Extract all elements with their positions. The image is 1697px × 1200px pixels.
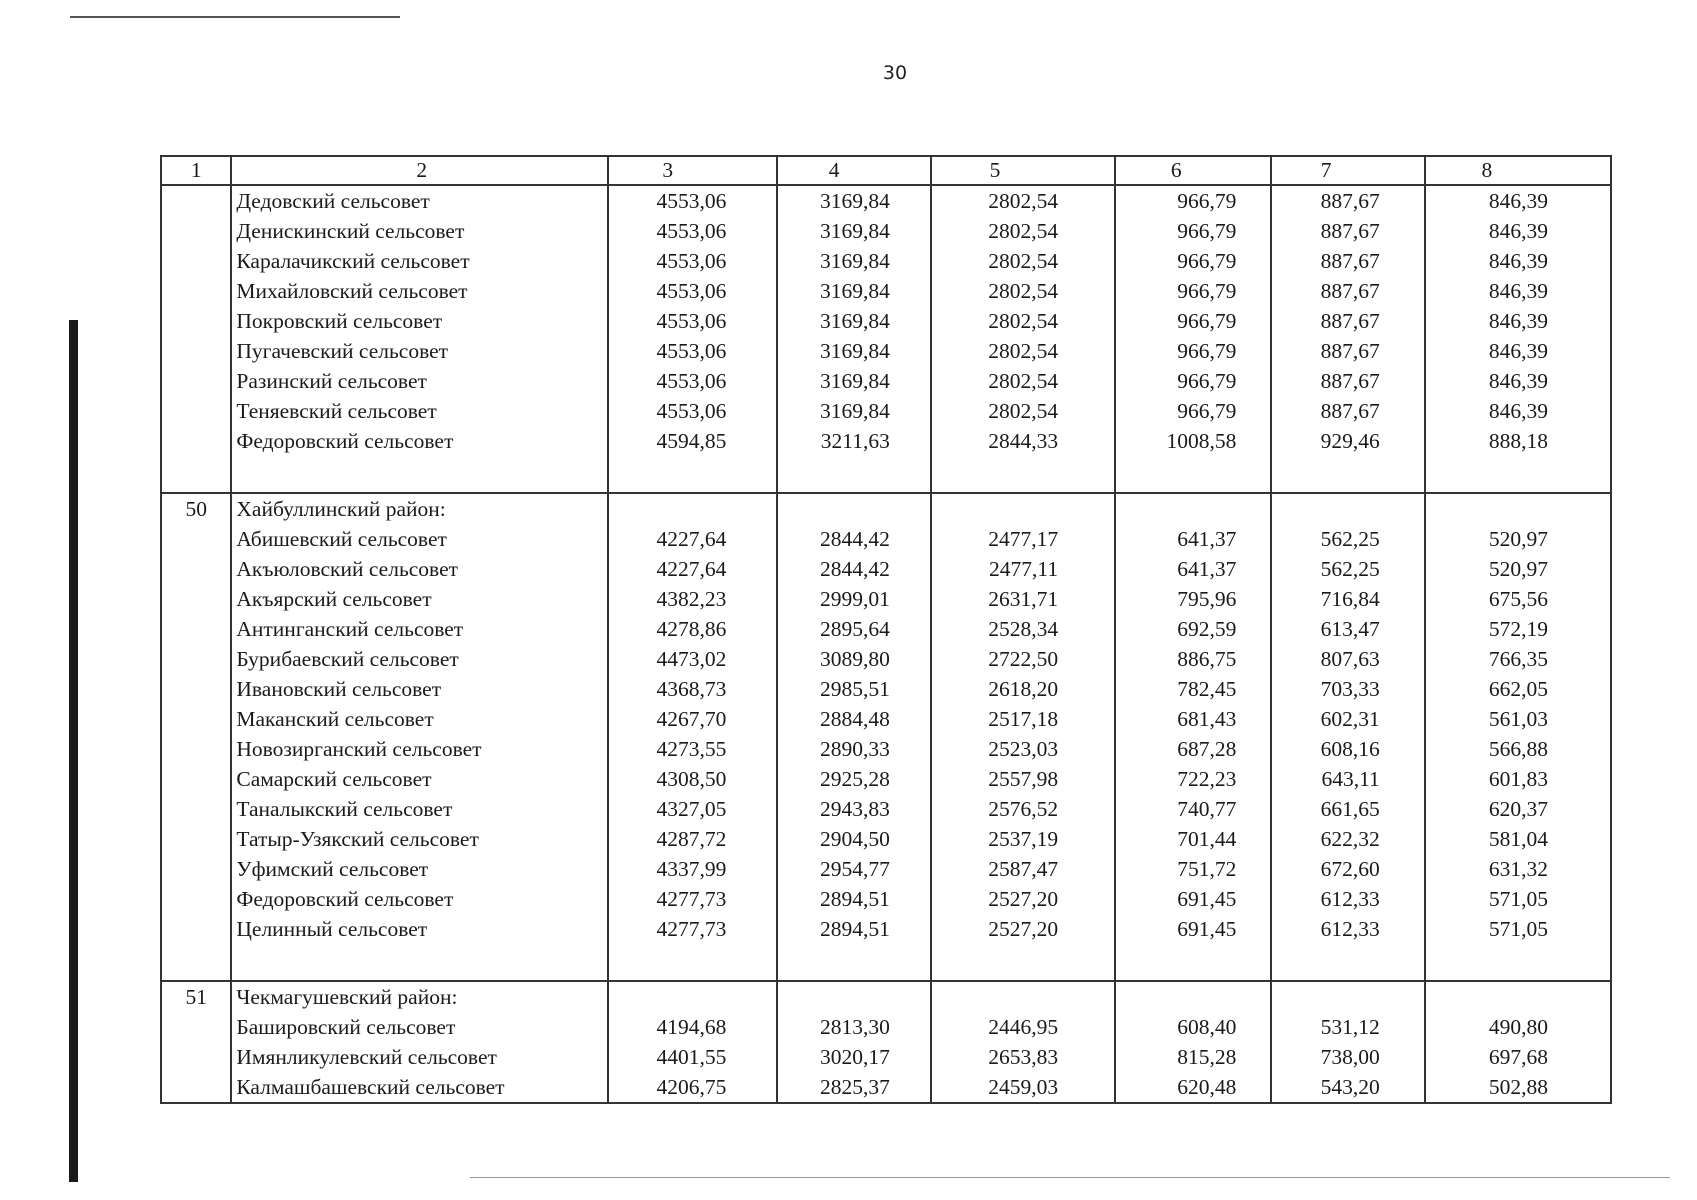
value-col-4: 3089,80 — [777, 644, 930, 674]
table-row — [161, 854, 1611, 884]
value-col-4: 3211,63 — [777, 426, 930, 456]
value-col-4: 3169,84 — [777, 216, 930, 246]
table-row — [161, 185, 1611, 216]
value-col-8: 662,05 — [1425, 674, 1611, 704]
value-col-8: 846,39 — [1425, 336, 1611, 366]
header-col-1: 1 — [161, 156, 231, 185]
value-col-5: 2446,95 — [931, 1012, 1115, 1042]
settlement-name: Денискинский сельсовет — [231, 216, 608, 246]
value-col-7: 612,33 — [1271, 884, 1424, 914]
value-col-5: 2587,47 — [931, 854, 1115, 884]
value-col-8: 846,39 — [1425, 276, 1611, 306]
empty-cell — [777, 981, 930, 1012]
empty-cell — [161, 944, 231, 981]
value-col-6: 740,77 — [1115, 794, 1271, 824]
settlement-name: Башировский сельсовет — [231, 1012, 608, 1042]
settlement-name: Имянликулевский сельсовет — [231, 1042, 608, 1072]
top-rule — [70, 16, 400, 18]
value-col-6: 641,37 — [1115, 524, 1271, 554]
value-col-8: 520,97 — [1425, 524, 1611, 554]
value-col-3: 4287,72 — [608, 824, 777, 854]
value-col-5: 2631,71 — [931, 584, 1115, 614]
value-col-6: 701,44 — [1115, 824, 1271, 854]
value-col-7: 703,33 — [1271, 674, 1424, 704]
settlement-name: Антинганский сельсовет — [231, 614, 608, 644]
row-number-cell — [161, 824, 231, 854]
value-col-5: 2576,52 — [931, 794, 1115, 824]
value-col-6: 687,28 — [1115, 734, 1271, 764]
group-header-row — [161, 981, 1611, 1012]
value-col-5: 2653,83 — [931, 1042, 1115, 1072]
group-title: Чекмагушевский район: — [231, 981, 608, 1012]
empty-cell — [1425, 981, 1611, 1012]
value-col-7: 562,25 — [1271, 554, 1424, 584]
value-col-4: 3169,84 — [777, 396, 930, 426]
value-col-5: 2802,54 — [931, 216, 1115, 246]
header-col-2: 2 — [231, 156, 608, 185]
value-col-5: 2802,54 — [931, 396, 1115, 426]
row-number-cell — [161, 336, 231, 366]
empty-cell — [608, 456, 777, 493]
table-row — [161, 824, 1611, 854]
row-number-cell — [161, 674, 231, 704]
settlement-name: Акъярский сельсовет — [231, 584, 608, 614]
empty-cell — [1425, 493, 1611, 524]
value-col-5: 2527,20 — [931, 914, 1115, 944]
value-col-3: 4594,85 — [608, 426, 777, 456]
value-col-7: 807,63 — [1271, 644, 1424, 674]
value-col-5: 2802,54 — [931, 306, 1115, 336]
scan-edge-bar — [69, 320, 78, 1182]
table-row — [161, 1072, 1611, 1103]
value-col-7: 738,00 — [1271, 1042, 1424, 1072]
empty-cell — [1115, 944, 1271, 981]
value-col-8: 846,39 — [1425, 366, 1611, 396]
value-col-8: 631,32 — [1425, 854, 1611, 884]
value-col-4: 2844,42 — [777, 554, 930, 584]
value-col-6: 620,48 — [1115, 1072, 1271, 1103]
empty-cell — [931, 456, 1115, 493]
value-col-4: 3169,84 — [777, 306, 930, 336]
header-col-4: 4 — [777, 156, 930, 185]
row-number-cell — [161, 246, 231, 276]
value-col-3: 4401,55 — [608, 1042, 777, 1072]
value-col-3: 4553,06 — [608, 396, 777, 426]
value-col-4: 2894,51 — [777, 914, 930, 944]
value-col-3: 4277,73 — [608, 914, 777, 944]
empty-cell — [931, 944, 1115, 981]
value-col-8: 520,97 — [1425, 554, 1611, 584]
row-number-cell — [161, 426, 231, 456]
value-col-3: 4277,73 — [608, 884, 777, 914]
value-col-4: 3169,84 — [777, 185, 930, 216]
value-col-8: 766,35 — [1425, 644, 1611, 674]
value-col-3: 4227,64 — [608, 554, 777, 584]
value-col-8: 675,56 — [1425, 584, 1611, 614]
empty-cell — [1115, 456, 1271, 493]
value-col-8: 697,68 — [1425, 1042, 1611, 1072]
value-col-3: 4553,06 — [608, 185, 777, 216]
value-col-7: 602,31 — [1271, 704, 1424, 734]
value-col-4: 2904,50 — [777, 824, 930, 854]
value-col-4: 2999,01 — [777, 584, 930, 614]
value-col-5: 2477,17 — [931, 524, 1115, 554]
bottom-rule — [470, 1177, 1670, 1178]
value-col-5: 2523,03 — [931, 734, 1115, 764]
value-col-3: 4278,86 — [608, 614, 777, 644]
group-spacer-row — [161, 456, 1611, 493]
value-col-4: 2894,51 — [777, 884, 930, 914]
value-col-6: 966,79 — [1115, 185, 1271, 216]
value-col-7: 672,60 — [1271, 854, 1424, 884]
value-col-4: 2844,42 — [777, 524, 930, 554]
page-number: 30 — [882, 62, 908, 84]
settlement-name: Таналыкский сельсовет — [231, 794, 608, 824]
row-number-cell — [161, 396, 231, 426]
value-col-3: 4368,73 — [608, 674, 777, 704]
settlement-name: Теняевский сельсовет — [231, 396, 608, 426]
value-col-8: 620,37 — [1425, 794, 1611, 824]
value-col-8: 846,39 — [1425, 306, 1611, 336]
value-col-4: 2895,64 — [777, 614, 930, 644]
value-col-3: 4553,06 — [608, 246, 777, 276]
table-row — [161, 734, 1611, 764]
empty-cell — [777, 944, 930, 981]
value-col-8: 846,39 — [1425, 246, 1611, 276]
settlement-name: Федоровский сельсовет — [231, 884, 608, 914]
row-number-cell — [161, 734, 231, 764]
group-header-row — [161, 493, 1611, 524]
value-col-3: 4206,75 — [608, 1072, 777, 1103]
value-col-4: 2813,30 — [777, 1012, 930, 1042]
value-col-7: 887,67 — [1271, 366, 1424, 396]
settlement-name: Калмашбашевский сельсовет — [231, 1072, 608, 1103]
value-col-4: 2954,77 — [777, 854, 930, 884]
value-col-5: 2802,54 — [931, 246, 1115, 276]
table-row — [161, 276, 1611, 306]
settlement-name: Новозирганский сельсовет — [231, 734, 608, 764]
row-number-cell — [161, 764, 231, 794]
value-col-6: 691,45 — [1115, 914, 1271, 944]
settlement-name: Михайловский сельсовет — [231, 276, 608, 306]
value-col-7: 887,67 — [1271, 246, 1424, 276]
value-col-8: 566,88 — [1425, 734, 1611, 764]
table-row — [161, 1012, 1611, 1042]
table-row — [161, 914, 1611, 944]
table-row — [161, 614, 1611, 644]
row-number-cell — [161, 306, 231, 336]
empty-cell — [1271, 456, 1424, 493]
table-row — [161, 426, 1611, 456]
value-col-3: 4337,99 — [608, 854, 777, 884]
value-col-5: 2517,18 — [931, 704, 1115, 734]
value-col-7: 612,33 — [1271, 914, 1424, 944]
table-row — [161, 396, 1611, 426]
value-col-7: 643,11 — [1271, 764, 1424, 794]
value-col-3: 4553,06 — [608, 336, 777, 366]
value-col-7: 543,20 — [1271, 1072, 1424, 1103]
value-col-8: 888,18 — [1425, 426, 1611, 456]
settlement-name: Абишевский сельсовет — [231, 524, 608, 554]
value-col-7: 887,67 — [1271, 276, 1424, 306]
table-row — [161, 554, 1611, 584]
value-col-4: 2884,48 — [777, 704, 930, 734]
value-col-3: 4553,06 — [608, 276, 777, 306]
value-col-3: 4194,68 — [608, 1012, 777, 1042]
row-number-cell — [161, 1042, 231, 1072]
value-col-5: 2802,54 — [931, 276, 1115, 306]
table-row — [161, 674, 1611, 704]
value-col-6: 966,79 — [1115, 366, 1271, 396]
value-col-8: 502,88 — [1425, 1072, 1611, 1103]
header-col-3: 3 — [608, 156, 777, 185]
value-col-6: 966,79 — [1115, 396, 1271, 426]
row-number-cell — [161, 366, 231, 396]
value-col-6: 641,37 — [1115, 554, 1271, 584]
empty-cell — [161, 456, 231, 493]
value-col-6: 966,79 — [1115, 246, 1271, 276]
value-col-8: 561,03 — [1425, 704, 1611, 734]
empty-cell — [1115, 493, 1271, 524]
settlement-name: Разинский сельсовет — [231, 366, 608, 396]
table-body — [161, 156, 1611, 1103]
value-col-7: 613,47 — [1271, 614, 1424, 644]
empty-cell — [777, 493, 930, 524]
value-col-5: 2528,34 — [931, 614, 1115, 644]
value-col-6: 782,45 — [1115, 674, 1271, 704]
value-col-6: 722,23 — [1115, 764, 1271, 794]
value-col-4: 2985,51 — [777, 674, 930, 704]
value-col-3: 4553,06 — [608, 366, 777, 396]
row-number-cell — [161, 1012, 231, 1042]
value-col-7: 608,16 — [1271, 734, 1424, 764]
value-col-3: 4308,50 — [608, 764, 777, 794]
value-col-4: 2825,37 — [777, 1072, 930, 1103]
value-col-6: 1008,58 — [1115, 426, 1271, 456]
header-row — [161, 156, 1611, 185]
value-col-4: 3020,17 — [777, 1042, 930, 1072]
table-row — [161, 644, 1611, 674]
settlement-name: Уфимский сельсовет — [231, 854, 608, 884]
value-col-8: 571,05 — [1425, 884, 1611, 914]
settlement-name: Самарский сельсовет — [231, 764, 608, 794]
value-col-4: 2925,28 — [777, 764, 930, 794]
settlement-name: Покровский сельсовет — [231, 306, 608, 336]
table-row — [161, 884, 1611, 914]
value-col-6: 681,43 — [1115, 704, 1271, 734]
empty-cell — [1271, 981, 1424, 1012]
value-col-8: 490,80 — [1425, 1012, 1611, 1042]
group-spacer-row — [161, 944, 1611, 981]
value-col-3: 4553,06 — [608, 306, 777, 336]
settlement-name: Каралачикский сельсовет — [231, 246, 608, 276]
header-col-7: 7 — [1271, 156, 1424, 185]
value-col-5: 2802,54 — [931, 366, 1115, 396]
table-row — [161, 246, 1611, 276]
empty-cell — [231, 944, 608, 981]
empty-cell — [1115, 981, 1271, 1012]
value-col-5: 2844,33 — [931, 426, 1115, 456]
value-col-5: 2802,54 — [931, 336, 1115, 366]
row-number-cell — [161, 704, 231, 734]
header-col-6: 6 — [1115, 156, 1271, 185]
settlement-name: Акъюловский сельсовет — [231, 554, 608, 584]
table-row — [161, 216, 1611, 246]
row-number-cell — [161, 614, 231, 644]
value-col-8: 601,83 — [1425, 764, 1611, 794]
empty-cell — [1425, 944, 1611, 981]
value-col-6: 966,79 — [1115, 216, 1271, 246]
value-col-5: 2527,20 — [931, 884, 1115, 914]
row-number-cell — [161, 276, 231, 306]
value-col-7: 887,67 — [1271, 336, 1424, 366]
row-number-cell — [161, 914, 231, 944]
table-row — [161, 1042, 1611, 1072]
value-col-6: 815,28 — [1115, 1042, 1271, 1072]
empty-cell — [931, 493, 1115, 524]
empty-cell — [608, 981, 777, 1012]
value-col-7: 562,25 — [1271, 524, 1424, 554]
row-number-cell — [161, 794, 231, 824]
value-col-6: 691,45 — [1115, 884, 1271, 914]
table-row — [161, 366, 1611, 396]
value-col-5: 2618,20 — [931, 674, 1115, 704]
empty-cell — [1271, 944, 1424, 981]
value-col-7: 887,67 — [1271, 396, 1424, 426]
empty-cell — [1425, 456, 1611, 493]
value-col-5: 2459,03 — [931, 1072, 1115, 1103]
row-number-cell — [161, 554, 231, 584]
row-number-cell — [161, 884, 231, 914]
value-col-7: 622,32 — [1271, 824, 1424, 854]
value-col-7: 887,67 — [1271, 185, 1424, 216]
table-row — [161, 794, 1611, 824]
table-row — [161, 764, 1611, 794]
table-row — [161, 336, 1611, 366]
empty-cell — [231, 456, 608, 493]
value-col-3: 4553,06 — [608, 216, 777, 246]
tariff-table — [160, 155, 1612, 1104]
empty-cell — [931, 981, 1115, 1012]
value-col-6: 886,75 — [1115, 644, 1271, 674]
value-col-3: 4473,02 — [608, 644, 777, 674]
empty-cell — [608, 493, 777, 524]
row-number-cell — [161, 524, 231, 554]
row-number-cell — [161, 644, 231, 674]
row-number-cell — [161, 584, 231, 614]
value-col-4: 3169,84 — [777, 336, 930, 366]
value-col-6: 608,40 — [1115, 1012, 1271, 1042]
value-col-3: 4227,64 — [608, 524, 777, 554]
value-col-6: 966,79 — [1115, 336, 1271, 366]
group-number: 51 — [161, 981, 231, 1012]
value-col-7: 716,84 — [1271, 584, 1424, 614]
table-row — [161, 524, 1611, 554]
settlement-name: Татыр-Узякский сельсовет — [231, 824, 608, 854]
table-row — [161, 704, 1611, 734]
value-col-6: 795,96 — [1115, 584, 1271, 614]
value-col-5: 2557,98 — [931, 764, 1115, 794]
value-col-6: 966,79 — [1115, 276, 1271, 306]
value-col-5: 2722,50 — [931, 644, 1115, 674]
value-col-5: 2802,54 — [931, 185, 1115, 216]
value-col-7: 531,12 — [1271, 1012, 1424, 1042]
header-col-8: 8 — [1425, 156, 1611, 185]
value-col-4: 3169,84 — [777, 366, 930, 396]
value-col-6: 751,72 — [1115, 854, 1271, 884]
settlement-name: Ивановский сельсовет — [231, 674, 608, 704]
settlement-name: Бурибаевский сельсовет — [231, 644, 608, 674]
value-col-7: 887,67 — [1271, 306, 1424, 336]
settlement-name: Маканский сельсовет — [231, 704, 608, 734]
value-col-4: 3169,84 — [777, 246, 930, 276]
value-col-8: 846,39 — [1425, 216, 1611, 246]
settlement-name: Целинный сельсовет — [231, 914, 608, 944]
value-col-8: 846,39 — [1425, 396, 1611, 426]
table-row — [161, 584, 1611, 614]
value-col-6: 966,79 — [1115, 306, 1271, 336]
row-number-cell — [161, 185, 231, 216]
value-col-8: 581,04 — [1425, 824, 1611, 854]
empty-cell — [777, 456, 930, 493]
value-col-5: 2537,19 — [931, 824, 1115, 854]
value-col-8: 846,39 — [1425, 185, 1611, 216]
row-number-cell — [161, 1072, 231, 1103]
settlement-name: Дедовский сельсовет — [231, 185, 608, 216]
row-number-cell — [161, 216, 231, 246]
group-title: Хайбуллинский район: — [231, 493, 608, 524]
table-row — [161, 306, 1611, 336]
value-col-7: 929,46 — [1271, 426, 1424, 456]
value-col-3: 4273,55 — [608, 734, 777, 764]
value-col-8: 571,05 — [1425, 914, 1611, 944]
settlement-name: Федоровский сельсовет — [231, 426, 608, 456]
value-col-4: 3169,84 — [777, 276, 930, 306]
value-col-3: 4327,05 — [608, 794, 777, 824]
group-number: 50 — [161, 493, 231, 524]
settlement-name: Пугачевский сельсовет — [231, 336, 608, 366]
value-col-4: 2890,33 — [777, 734, 930, 764]
empty-cell — [1271, 493, 1424, 524]
value-col-5: 2477,11 — [931, 554, 1115, 584]
value-col-3: 4267,70 — [608, 704, 777, 734]
value-col-3: 4382,23 — [608, 584, 777, 614]
value-col-6: 692,59 — [1115, 614, 1271, 644]
value-col-7: 887,67 — [1271, 216, 1424, 246]
value-col-8: 572,19 — [1425, 614, 1611, 644]
header-col-5: 5 — [931, 156, 1115, 185]
empty-cell — [608, 944, 777, 981]
value-col-4: 2943,83 — [777, 794, 930, 824]
row-number-cell — [161, 854, 231, 884]
value-col-7: 661,65 — [1271, 794, 1424, 824]
